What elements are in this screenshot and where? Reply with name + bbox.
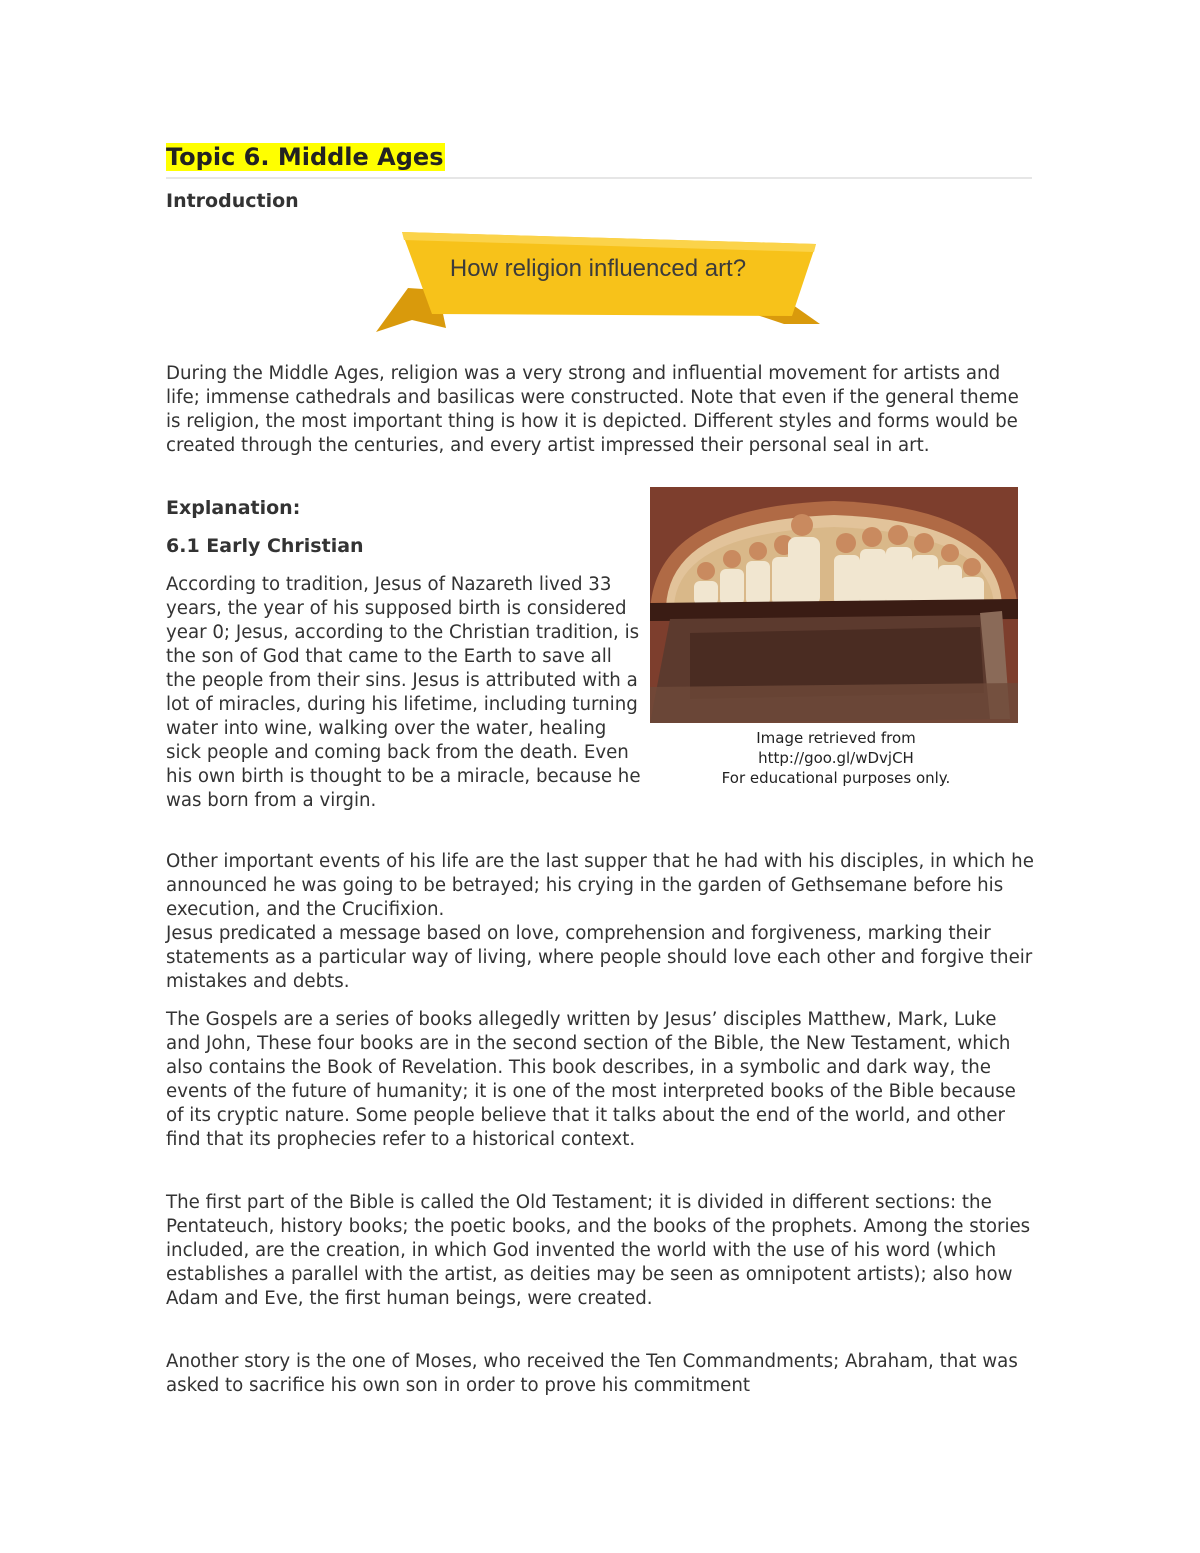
caption-line-1: Image retrieved from: [756, 729, 916, 747]
title-highlight: Topic 6. Middle Ages: [166, 143, 444, 171]
caption-line-3: For educational purposes only.: [721, 769, 951, 787]
explanation-heading: Explanation:: [166, 497, 301, 519]
introduction-heading: Introduction: [166, 190, 299, 212]
catacomb-fresco-image: [650, 487, 1018, 723]
paragraph-jesus-tradition: According to tradition, Jesus of Nazareth lived 33 years, the year of his supposed birth is considered year 0; Jesus, according to the Christian tradition, is the son of God that came to the Earth to save all the people from their sins. Jesus is attributed with a lot of miracles, during his lifetime, including turning water into wine, walking over the water, healing sick people and coming back from the death. Even his own birth is thought to be a miracle, because he was born from a virgin.: [166, 574, 641, 811]
image-caption: [690, 728, 982, 788]
paragraph-last-supper: Other important events of his life are the last supper that he had with his disciples, in which he announced he was going to be betrayed; his crying in the garden of Gethsemane before his execution, and the Crucifixion.: [166, 851, 1034, 920]
intro-paragraph: During the Middle Ages, religion was a very strong and influential movement for artists and life; immense cathedrals and basilicas were constructed. Note that even if the general theme is religion, the most important thing is how it is depicted. Different styles and forms would be created through the centuries, and every artist impressed their personal seal in art.: [166, 363, 1019, 456]
paragraph-old-testament: The first part of the Bible is called the Old Testament; it is divided in different sections: the Pentateuch, history books; the poetic books, and the books of the prophets. Among the stories included, are the creation, in which God invented the world with the use of his word (which establishes a parallel with the artist, as deities may be seen as omnipotent artists); also how Adam and Eve, the first human beings, were created.: [166, 1192, 1031, 1309]
caption-source-url: http://goo.gl/wDvjCH: [758, 749, 914, 767]
paragraph-events: [166, 850, 1036, 994]
paragraph-message: Jesus predicated a message based on love, comprehension and forgiveness, marking their statements as a particular way of living, where people should love each other and forgive their mistakes and debts.: [166, 923, 1033, 992]
title-divider: [166, 177, 1032, 179]
paragraph-moses-abraham: Another story is the one of Moses, who received the Ten Commandments; Abraham, that was asked to sacrifice his own son in order to prove his commitment: [166, 1351, 1018, 1396]
paragraph-gospels: The Gospels are a series of books allegedly written by Jesus’ disciples Matthew, Mark, Luke and John, These four books are in the second section of the Bible, the New Testament, which also contains the Book of Revelation. This book describes, in a symbolic and dark way, the events of the future of humanity; it is one of the most interpreted books of the Bible because of its cryptic nature. Some people believe that it talks about the end of the world, and other find that its prophecies refer to a historical context.: [166, 1009, 1016, 1150]
page-title: [166, 140, 445, 174]
banner-text: How religion influenced art?: [449, 255, 747, 282]
section-heading: 6.1 Early Christian: [166, 535, 364, 557]
